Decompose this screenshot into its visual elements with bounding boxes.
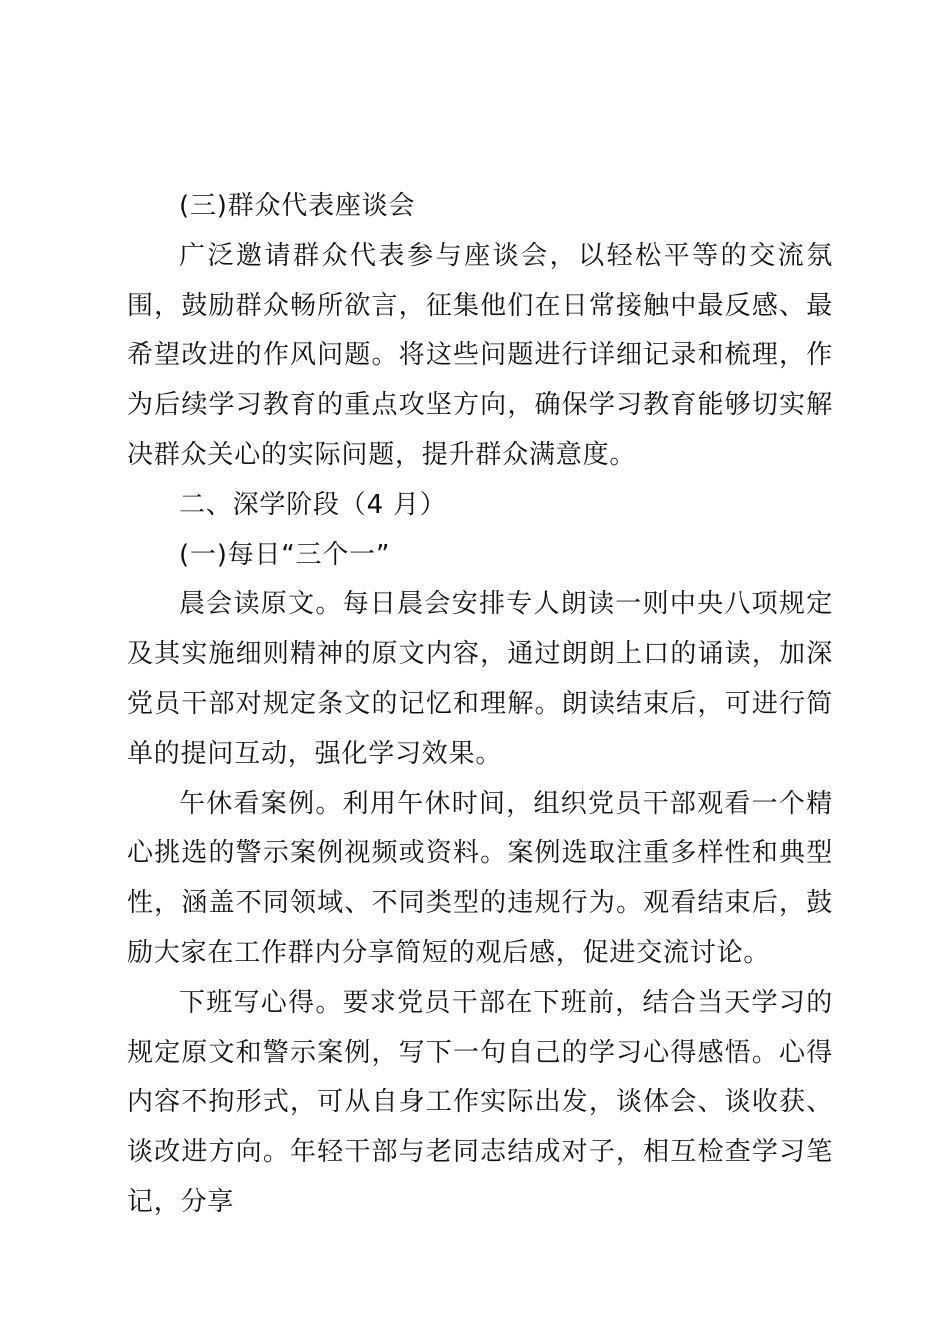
subsection-heading-daily-three: (一)每日“三个一” xyxy=(179,539,391,570)
paragraph-evening-notes: 下班写心得。要求党员干部在下班前，结合当天学习的规定原文和警示案例，写下一句自己的学习心得感悟。心得内容不拘形式，可从自身工作实际出发，谈体会、谈收获、谈改进方向。年轻干部与老同志结成对子，相互检查学习笔记，分享 xyxy=(127,987,833,1217)
document-body xyxy=(127,182,833,1228)
paragraph-noon-cases: 午休看案例。利用午休时间，组织党员干部观看一个精心挑选的警示案例视频或资料。案例选取注重多样性和典型性，涵盖不同领域、不同类型的违规行为。观看结束后，鼓励大家在工作群内分享简短的观后感，促进交流讨论。 xyxy=(127,788,833,968)
paragraph-morning-reading: 晨会读原文。每日晨会安排专人朗读一则中央八项规定及其实施细则精神的原文内容，通过朗朗上口的诵读，加深党员干部对规定条文的记忆和理解。朗读结束后，可进行简单的提问互动，强化学习效果。 xyxy=(127,589,833,769)
section-heading-group-forum: (三)群众代表座谈会 xyxy=(179,191,416,221)
paragraph-group-forum: 广泛邀请群众代表参与座谈会，以轻松平等的交流氛围，鼓励群众畅所欲言，征集他们在日常接触中最反感、最希望改进的作风问题。将这些问题进行详细记录和梳理，作为后续学习教育的重点攻坚方向，确保学习教育能够切实解决群众关心的实际问题，提升群众满意度。 xyxy=(127,240,833,470)
section-heading-deep-study: 二、深学阶段（4 月） xyxy=(179,489,447,520)
